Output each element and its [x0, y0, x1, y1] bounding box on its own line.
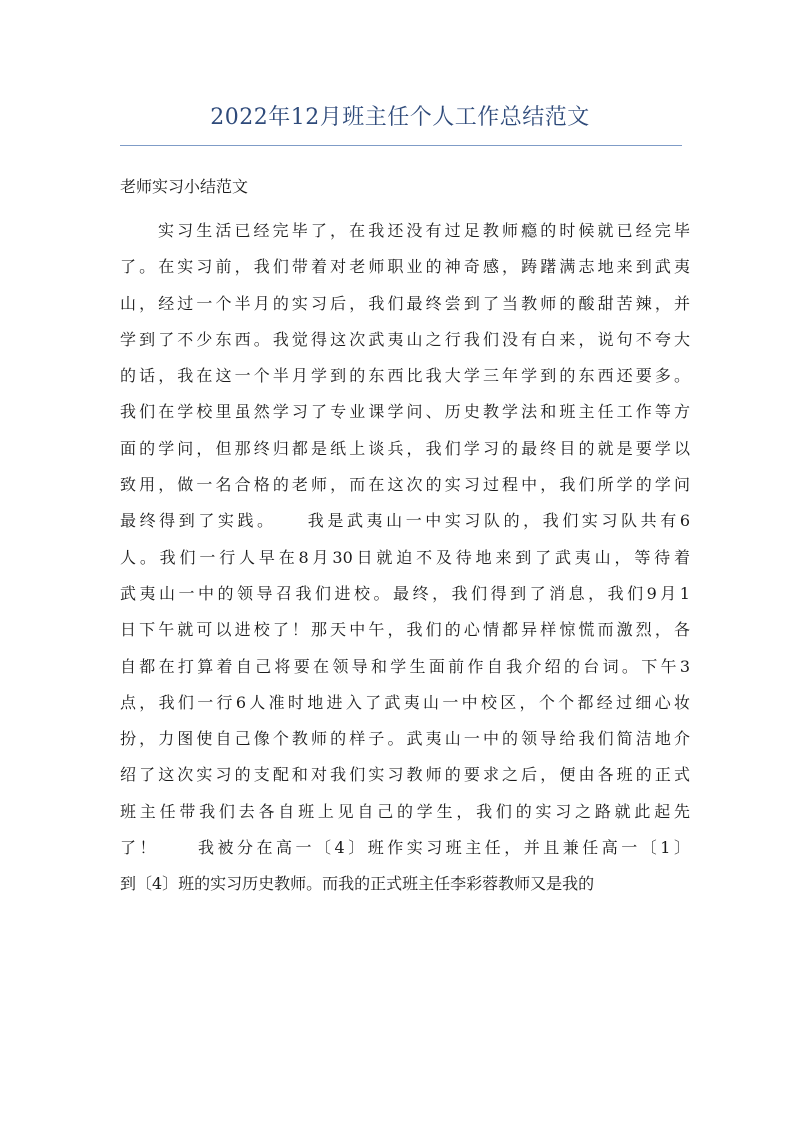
- body-line: 日下午就可以进校了！那天中午，我们的心情都异样惊慌而激烈，各: [120, 620, 690, 640]
- body-line: 班主任带我们去各自班上见自己的学生，我们的实习之路就此起先: [120, 801, 690, 821]
- body-line: 实习生活已经完毕了，在我还没有过足教师瘾的时候就已经完毕: [158, 221, 690, 240]
- body-line: 自都在打算着自己将要在领导和学生面前作自我介绍的台词。下午3: [120, 656, 690, 676]
- body-line: 面的学问，但那终归都是纸上谈兵，我们学习的最终目的就是要学以: [120, 438, 690, 458]
- document-title: 2022年12月班主任个人工作总结范文: [210, 105, 590, 130]
- section-heading: 老师实习小结范文: [120, 177, 249, 196]
- body-line: 致用，做一名合格的老师，而在这次的实习过程中，我们所学的学问: [120, 475, 690, 495]
- body-line: 扮，力图使自己像个教师的样子。武夷山一中的领导给我们简洁地介: [120, 729, 690, 749]
- body-line: 学到了不少东西。我觉得这次武夷山之行我们没有白来，说句不夸大: [120, 329, 690, 349]
- body-line: 武夷山一中的领导召我们进校。最终，我们得到了消息，我们9月1: [120, 583, 690, 603]
- body-line: 山，经过一个半月的实习后，我们最终尝到了当教师的酸甜苦辣，并: [120, 293, 690, 313]
- body-line: 到〔4〕班的实习历史教师。而我的正式班主任李彩蓉教师又是我的: [120, 874, 595, 894]
- title-underline: [120, 145, 682, 146]
- body-line: 了！ 我被分在高一〔4〕班作实习班主任，并且兼任高一〔1〕: [120, 838, 690, 858]
- body-text: [120, 213, 690, 903]
- body-line: 我们在学校里虽然学习了专业课学问、历史教学法和班主任工作等方: [120, 402, 690, 422]
- body-line: 人。我们一行人早在8月30日就迫不及待地来到了武夷山，等待着: [120, 547, 690, 567]
- body-line: 最终得到了实践。 我是武夷山一中实习队的，我们实习队共有6: [120, 511, 690, 531]
- body-line: 点，我们一行6人准时地进入了武夷山一中校区，个个都经过细心妆: [120, 692, 690, 712]
- body-line: 了。在实习前，我们带着对老师职业的神奇感，踌躇满志地来到武夷: [120, 257, 690, 277]
- body-line: 绍了这次实习的支配和对我们实习教师的要求之后，便由各班的正式: [120, 765, 690, 785]
- body-line: 的话，我在这一个半月学到的东西比我大学三年学到的东西还要多。: [120, 366, 690, 386]
